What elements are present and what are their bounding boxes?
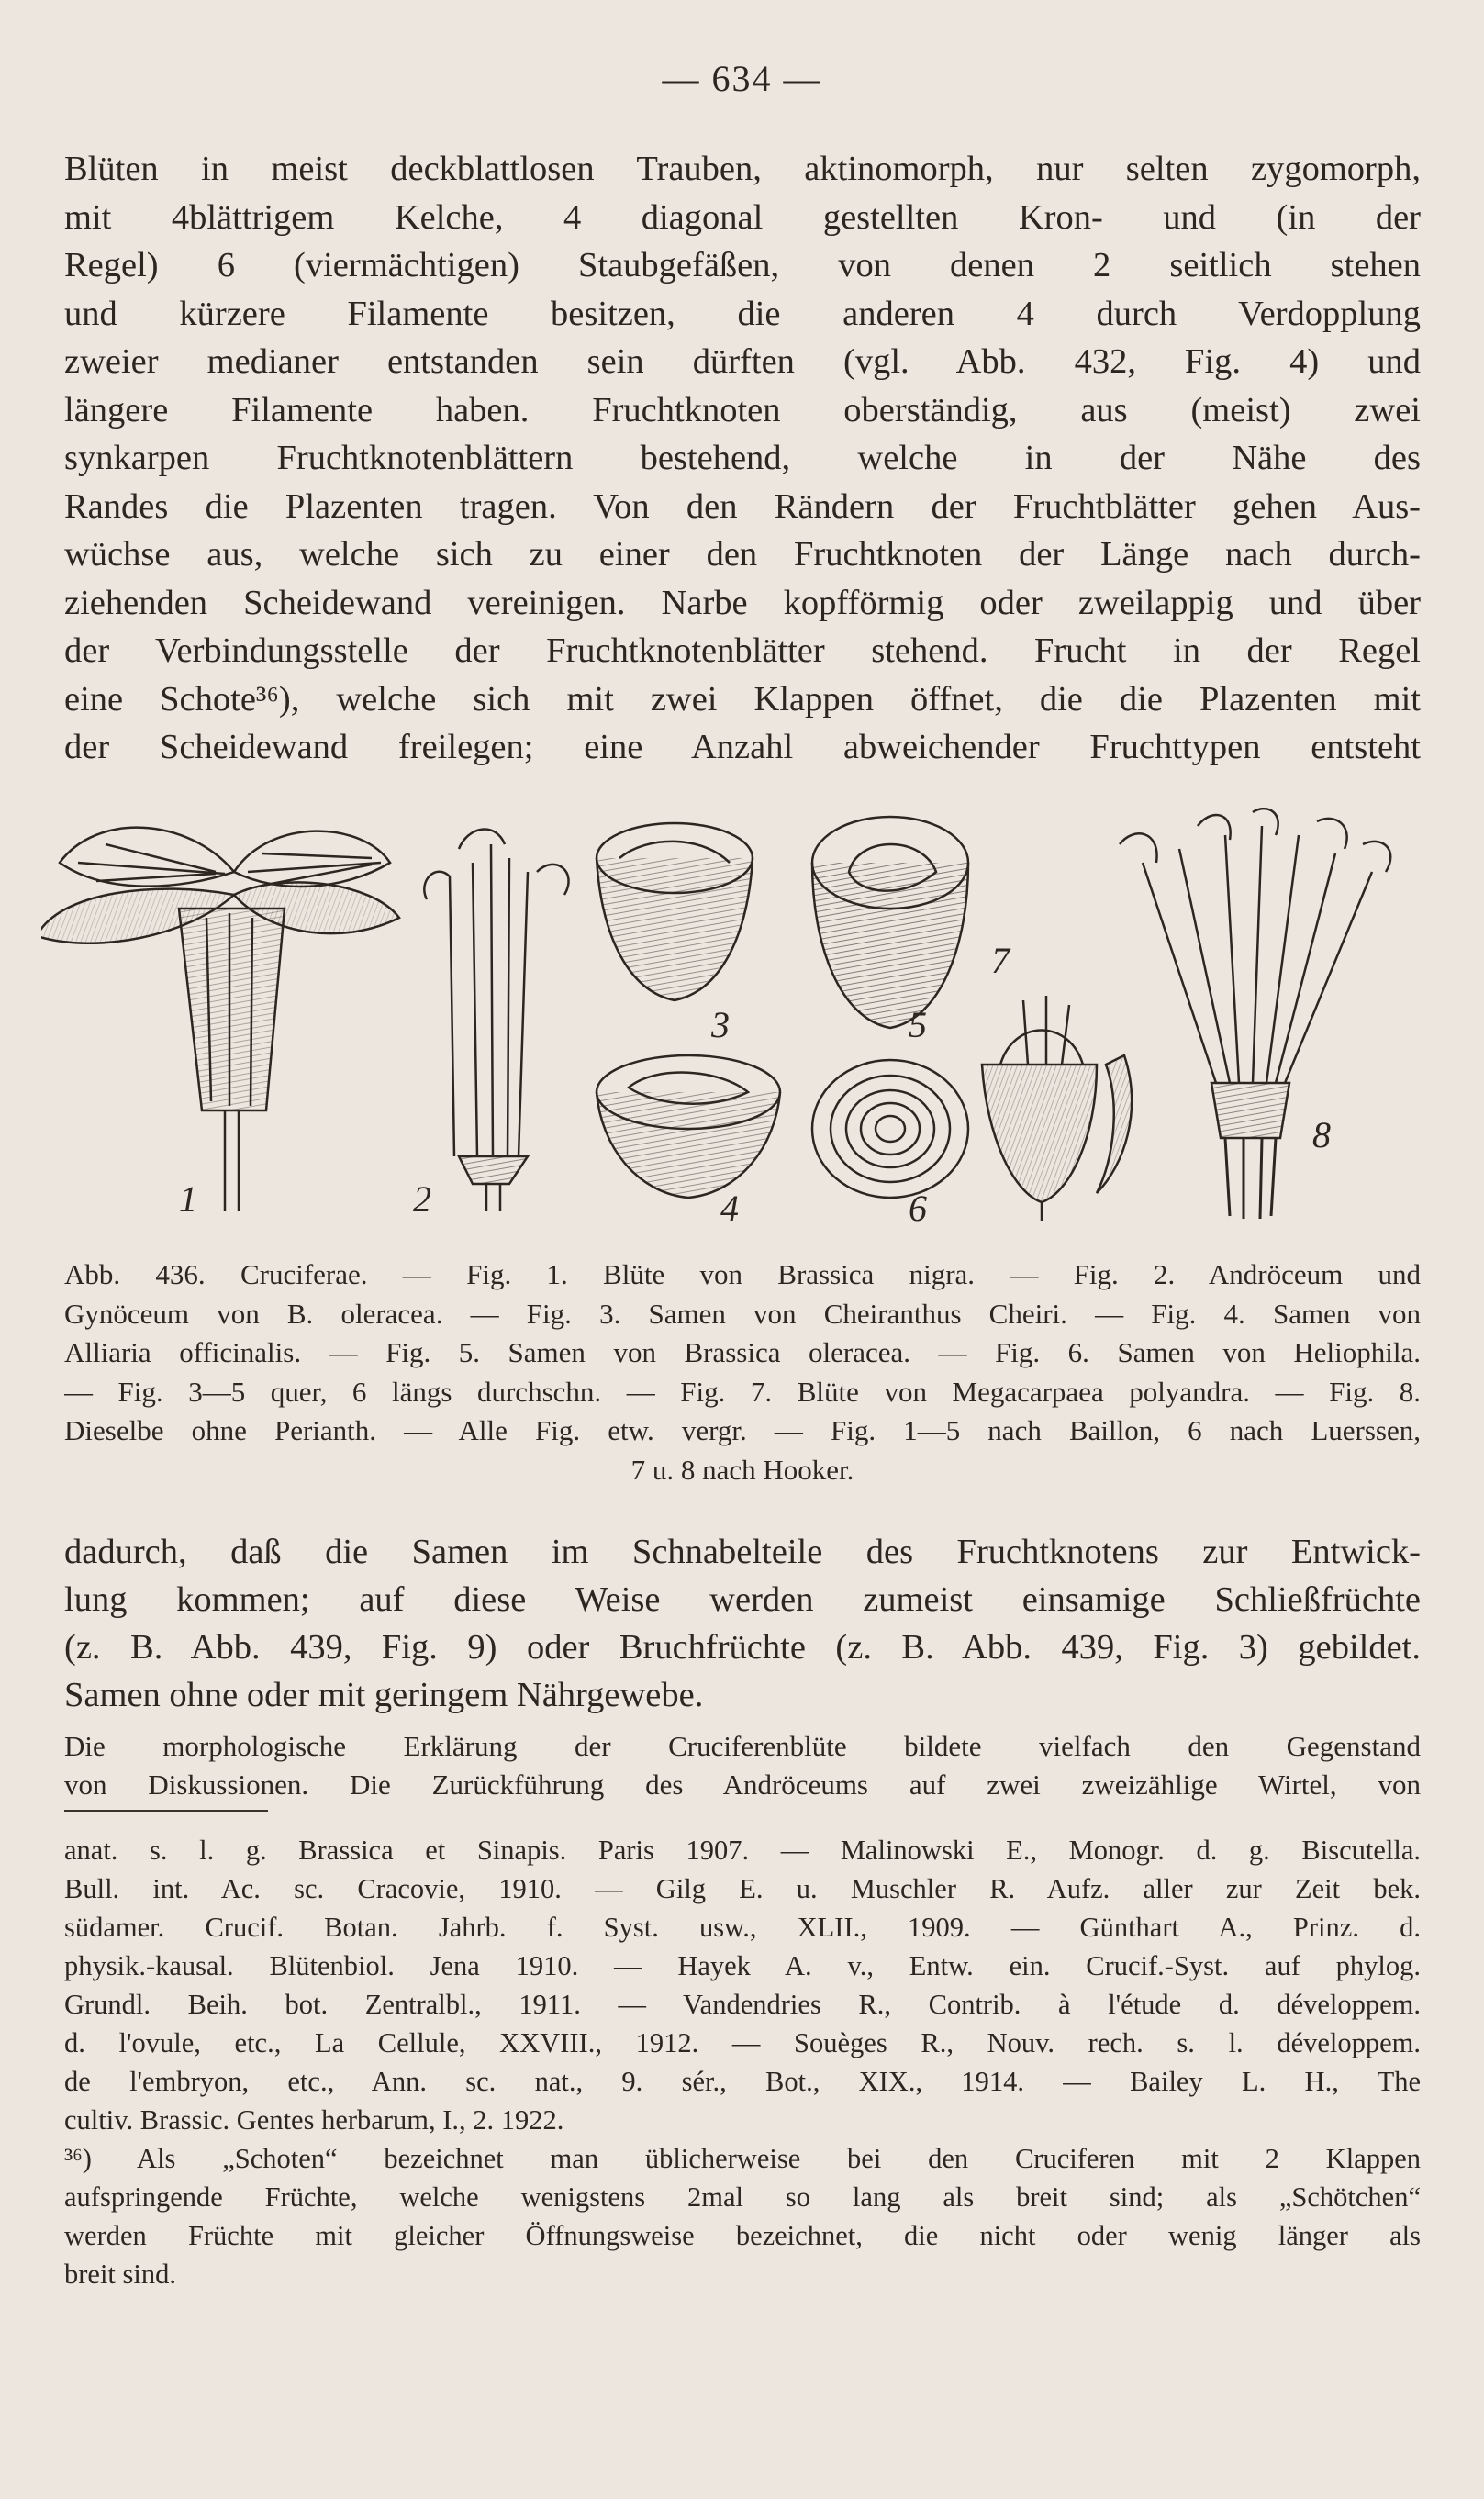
fig-label-4: 4 [720,1188,739,1229]
footnote-line: breit sind. [64,2259,176,2290]
caption-line: 7 u. 8 nach Hooker. [630,1453,854,1486]
fig-label-6: 6 [909,1188,927,1229]
fig6-seed-drawing [812,1060,968,1198]
fig-label-1: 1 [179,1178,197,1220]
fig-label-7: 7 [991,940,1010,981]
fig2-androeceum-drawing [424,830,568,1211]
fig4-seed-drawing [597,1055,780,1198]
footnote-line: physik.-kausal. Blütenbiol. Jena 1910. — Hayek A. v., Entw. ein. Crucif.-Syst. auf phylog. [64,1950,1421,1981]
fig-label-5: 5 [909,1004,927,1045]
botanical-figure [41,808,1436,1230]
footnote-line: de l'embryon, etc., Ann. sc. nat., 9. sér., Bot., XIX., 1914. — Bailey L. H., The [64,2066,1421,2097]
text-line: ziehenden Scheidewand vereinigen. Narbe kopfförmig oder zweilappig und über [64,583,1421,622]
text-line: der Scheidewand freilegen; eine Anzahl abweichender Fruchttypen entsteht [64,728,1421,766]
fig3-seed-drawing [597,823,753,1000]
text-line: synkarpen Fruchtknotenblättern bestehend, welche in der Nähe des [64,439,1421,477]
footnote-line: Grundl. Beih. bot. Zentralbl., 1911. — Vandendries R., Contrib. à l'étude d. développem. [64,1989,1421,2020]
text-line: Samen ohne oder mit geringem Nährgewebe. [64,1676,704,1714]
text-line: eine Schote³⁶), welche sich mit zwei Klappen öffnet, die die Plazenten mit [64,679,1421,719]
text-line: Randes die Plazenten tragen. Von den Rändern der Fruchtblätter gehen Aus- [64,486,1421,526]
text-line: Regel) 6 (viermächtigen) Staubgefäßen, von denen 2 seitlich stehen [64,246,1421,284]
text-line: lung kommen; auf diese Weise werden zumeist einsamige Schließfrüchte [64,1580,1421,1619]
footnote-line: ³⁶) Als „Schoten“ bezeichnet man üblicherweise bei den Cruciferen mit 2 Klappen [64,2143,1421,2174]
text-line: dadurch, daß die Samen im Schnabelteile des Fruchtknotens zur Entwick- [64,1533,1421,1571]
small-paragraph [64,1727,1421,1804]
fig-label-8: 8 [1312,1114,1331,1155]
text-line: längere Filamente haben. Fruchtknoten oberständig, aus (meist) zwei [64,390,1421,430]
fig-label-2: 2 [413,1178,431,1220]
page-number: — 634 — [662,58,822,99]
footnote-line: anat. s. l. g. Brassica et Sinapis. Paris 1907. — Malinowski E., Monogr. d. g. Biscutella. [64,1835,1421,1866]
caption-line: Abb. 436. Cruciferae. — Fig. 1. Blüte von Brassica nigra. — Fig. 2. Andröceum und [64,1258,1421,1290]
footnote-line: aufspringende Früchte, welche wenigstens 2mal so lang als breit sind; als „Schötchen“ [64,2181,1421,2213]
text-line: der Verbindungsstelle der Fruchtknotenblätter stehend. Frucht in der Regel [64,631,1421,670]
fig8-stamens-drawing [1120,809,1390,1219]
footnote-line: Bull. int. Ac. sc. Cracovie, 1910. — Gilg E. u. Muschler R. Aufz. aller zur Zeit bek. [64,1873,1421,1904]
body-paragraph [64,145,1421,772]
figure-caption [64,1255,1421,1489]
text-line: (z. B. Abb. 439, Fig. 9) oder Bruchfrüchte (z. B. Abb. 439, Fig. 3) gebildet. [64,1628,1421,1667]
caption-line: Alliaria officinalis. — Fig. 5. Samen von Brassica oleracea. — Fig. 6. Samen von Heliophila. [64,1336,1421,1368]
text-line: Die morphologische Erklärung der Cruciferenblüte bildete vielfach den Gegenstand [64,1730,1421,1762]
fig5-seed-drawing [812,817,968,1028]
footnote-line: werden Früchte mit gleicher Öffnungsweise bezeichnet, die nicht oder wenig länger als [64,2220,1421,2251]
fig1-flower-drawing [41,828,399,1211]
footnote-line: d. l'ovule, etc., La Cellule, XXVIII., 1912. — Souèges R., Nouv. rech. s. l. développem. [64,2027,1421,2058]
caption-line: Dieselbe ohne Perianth. — Alle Fig. etw. vergr. — Fig. 1—5 nach Baillon, 6 nach Luerssen, [64,1414,1421,1446]
text-line: mit 4blättrigem Kelche, 4 diagonal gestellten Kron- und (in der [64,197,1421,237]
fig-label-3: 3 [711,1004,730,1045]
botanical-illustration [41,808,1436,1230]
caption-line: Gynöceum von B. oleracea. — Fig. 3. Samen von Cheiranthus Cheiri. — Fig. 4. Samen von [64,1297,1421,1330]
text-line: Blüten in meist deckblattlosen Trauben, aktinomorph, nur selten zygomorph, [64,150,1421,188]
footnotes [64,1831,1421,2293]
footnote-line: cultiv. Brassic. Gentes herbarum, I., 2. 1922. [64,2104,564,2136]
footnote-line: südamer. Crucif. Botan. Jahrb. f. Syst. usw., XLII., 1909. — Günthart A., Prinz. d. [64,1912,1421,1943]
text-line: wüchse aus, welche sich zu einer den Fruchtknoten der Länge nach durch- [64,535,1421,574]
body-paragraph-2 [64,1528,1421,1719]
text-line: und kürzere Filamente besitzen, die anderen 4 durch Verdopplung [64,294,1421,333]
caption-line: — Fig. 3—5 quer, 6 längs durchschn. — Fig. 7. Blüte von Megacarpaea polyandra. — Fig. 8. [64,1375,1421,1408]
text-line: zweier medianer entstanden sein dürften (vgl. Abb. 432, Fig. 4) und [64,342,1421,381]
footnote-divider [64,1810,268,1812]
fig7-flower-drawing [982,996,1132,1221]
text-line: von Diskussionen. Die Zurückführung des Andröceums auf zwei zweizählige Wirtel, von [64,1768,1421,1801]
